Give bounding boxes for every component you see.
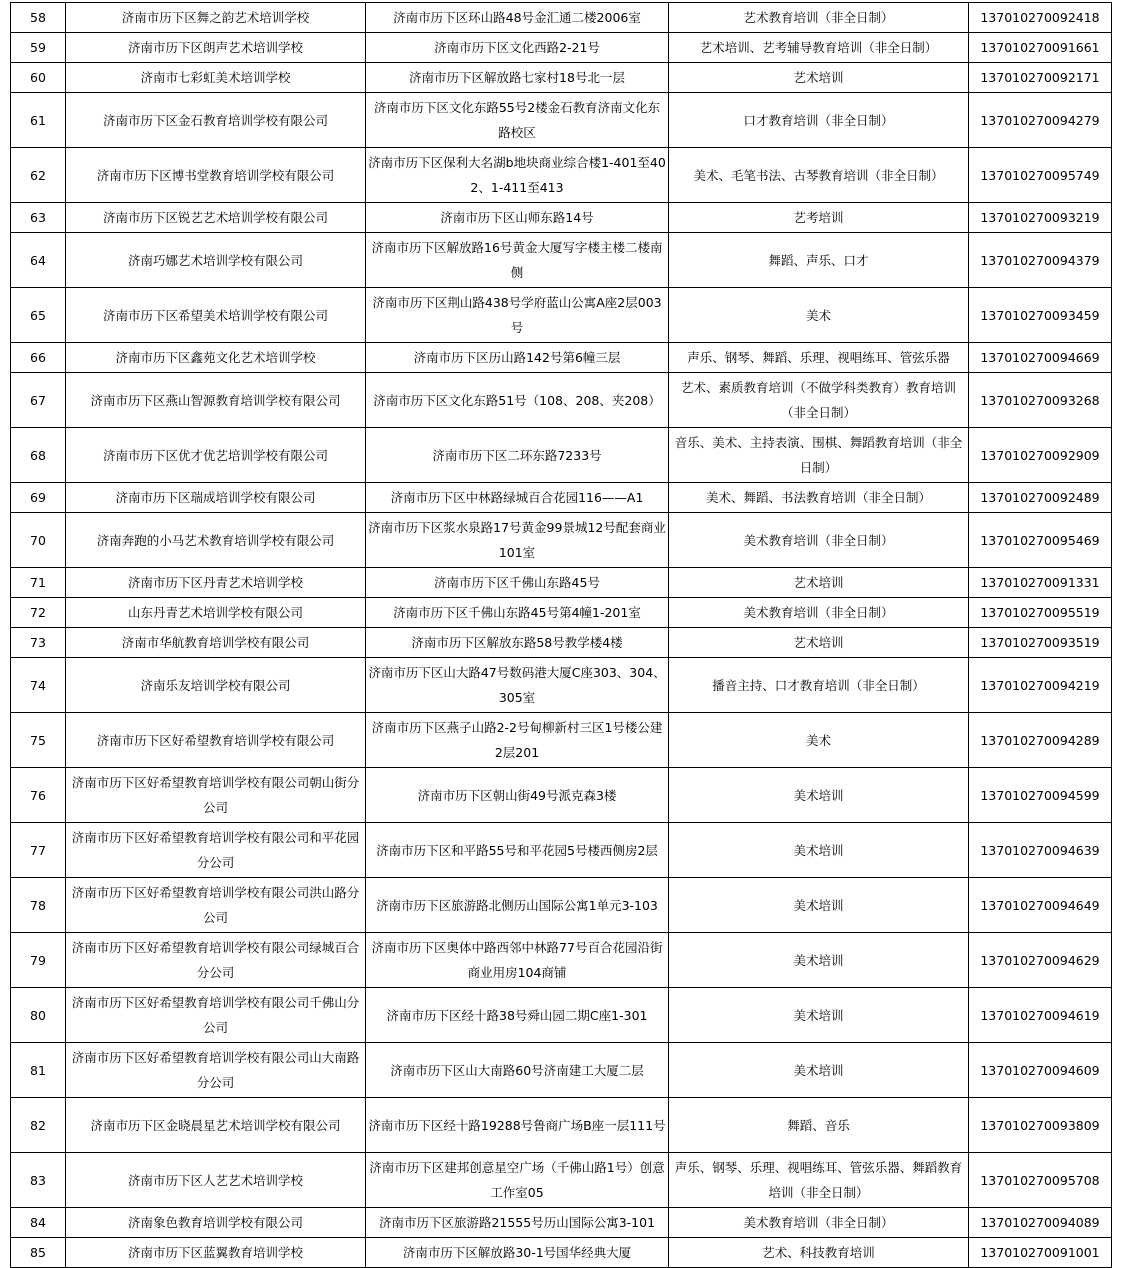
- school-name-cell: 济南市历下区蓝翼教育培训学校: [66, 1238, 366, 1268]
- training-scope-cell: 美术培训: [669, 1043, 969, 1098]
- training-scope-cell: 艺术培训、艺考辅导教育培训（非全日制）: [669, 33, 969, 63]
- school-address-cell: 济南市历下区解放路16号黄金大厦写字楼主楼二楼南侧: [366, 233, 669, 288]
- license-code-cell: 137010270093459: [969, 288, 1112, 343]
- training-scope-cell: 艺术教育培训（非全日制）: [669, 3, 969, 33]
- school-address-cell: 济南市历下区和平路55号和平花园5号楼西侧房2层: [366, 823, 669, 878]
- license-code-cell: 137010270091001: [969, 1238, 1112, 1268]
- school-name-cell: 济南市历下区好希望教育培训学校有限公司山大南路分公司: [66, 1043, 366, 1098]
- table-row: [11, 823, 1112, 878]
- table-row: [11, 233, 1112, 288]
- school-address-cell: 济南市历下区解放路30-1号国华经典大厦: [366, 1238, 669, 1268]
- training-scope-cell: 艺考培训: [669, 203, 969, 233]
- training-scope-cell: 美术培训: [669, 823, 969, 878]
- row-number-cell: 73: [11, 628, 66, 658]
- table-row: [11, 428, 1112, 483]
- license-code-cell: 137010270092171: [969, 63, 1112, 93]
- school-address-cell: 济南市历下区二环东路7233号: [366, 428, 669, 483]
- training-scope-cell: 舞蹈、声乐、口才: [669, 233, 969, 288]
- table-row: [11, 628, 1112, 658]
- school-name-cell: 济南市历下区好希望教育培训学校有限公司朝山街分公司: [66, 768, 366, 823]
- school-address-cell: 济南市历下区千佛山东路45号第4幢1-201室: [366, 598, 669, 628]
- school-address-cell: 济南市历下区解放路七家村18号北一层: [366, 63, 669, 93]
- row-number-cell: 82: [11, 1098, 66, 1153]
- school-address-cell: 济南市历下区千佛山东路45号: [366, 568, 669, 598]
- school-name-cell: 济南市历下区希望美术培训学校有限公司: [66, 288, 366, 343]
- school-name-cell: 济南市历下区金石教育培训学校有限公司: [66, 93, 366, 148]
- school-name-cell: 济南市历下区燕山智源教育培训学校有限公司: [66, 373, 366, 428]
- row-number-cell: 62: [11, 148, 66, 203]
- training-scope-cell: 美术: [669, 713, 969, 768]
- row-number-cell: 77: [11, 823, 66, 878]
- table-row: [11, 768, 1112, 823]
- license-code-cell: 137010270094089: [969, 1208, 1112, 1238]
- table-row: [11, 513, 1112, 568]
- training-scope-cell: 美术教育培训（非全日制）: [669, 1208, 969, 1238]
- row-number-cell: 69: [11, 483, 66, 513]
- training-scope-cell: 美术培训: [669, 933, 969, 988]
- school-name-cell: 济南市历下区丹青艺术培训学校: [66, 568, 366, 598]
- training-scope-cell: 声乐、钢琴、舞蹈、乐理、视唱练耳、管弦乐器: [669, 343, 969, 373]
- row-number-cell: 58: [11, 3, 66, 33]
- table-row: [11, 3, 1112, 33]
- license-code-cell: 137010270091331: [969, 568, 1112, 598]
- table-row: [11, 373, 1112, 428]
- row-number-cell: 72: [11, 598, 66, 628]
- school-name-cell: 济南市历下区好希望教育培训学校有限公司绿城百合分公司: [66, 933, 366, 988]
- license-code-cell: 137010270093519: [969, 628, 1112, 658]
- school-address-cell: 济南市历下区燕子山路2-2号甸柳新村三区1号楼公建2层201: [366, 713, 669, 768]
- school-address-cell: 济南市历下区奥体中路西邻中林路77号百合花园沿街商业用房104商铺: [366, 933, 669, 988]
- table-row: [11, 878, 1112, 933]
- school-name-cell: 济南巧娜艺术培训学校有限公司: [66, 233, 366, 288]
- license-code-cell: 137010270094279: [969, 93, 1112, 148]
- license-code-cell: 137010270094649: [969, 878, 1112, 933]
- row-number-cell: 70: [11, 513, 66, 568]
- training-scope-cell: 美术、舞蹈、书法教育培训（非全日制）: [669, 483, 969, 513]
- school-address-cell: 济南市历下区浆水泉路17号黄金99景城12号配套商业101室: [366, 513, 669, 568]
- school-address-cell: 济南市历下区保利大名湖b地块商业综合楼1-401至402、1-411至413: [366, 148, 669, 203]
- school-name-cell: 济南市历下区好希望教育培训学校有限公司: [66, 713, 366, 768]
- table-row: [11, 988, 1112, 1043]
- school-name-cell: 济南市历下区博书堂教育培训学校有限公司: [66, 148, 366, 203]
- table-row: [11, 93, 1112, 148]
- license-code-cell: 137010270094379: [969, 233, 1112, 288]
- row-number-cell: 76: [11, 768, 66, 823]
- training-scope-cell: 艺术培训: [669, 63, 969, 93]
- table-body: [11, 3, 1112, 1268]
- row-number-cell: 59: [11, 33, 66, 63]
- training-scope-cell: 艺术培训: [669, 568, 969, 598]
- school-name-cell: 济南市历下区好希望教育培训学校有限公司千佛山分公司: [66, 988, 366, 1043]
- table-row: [11, 33, 1112, 63]
- row-number-cell: 67: [11, 373, 66, 428]
- training-scope-cell: 美术培训: [669, 768, 969, 823]
- table-row: [11, 203, 1112, 233]
- license-code-cell: 137010270091661: [969, 33, 1112, 63]
- row-number-cell: 74: [11, 658, 66, 713]
- school-address-cell: 济南市历下区解放东路58号教学楼4楼: [366, 628, 669, 658]
- table-row: [11, 1098, 1112, 1153]
- school-address-cell: 济南市历下区朝山街49号派克森3楼: [366, 768, 669, 823]
- school-address-cell: 济南市历下区文化东路55号2楼金石教育济南文化东路校区: [366, 93, 669, 148]
- license-code-cell: 137010270095749: [969, 148, 1112, 203]
- license-code-cell: 137010270092418: [969, 3, 1112, 33]
- license-code-cell: 137010270093809: [969, 1098, 1112, 1153]
- row-number-cell: 63: [11, 203, 66, 233]
- training-scope-cell: 艺术培训: [669, 628, 969, 658]
- license-code-cell: 137010270094219: [969, 658, 1112, 713]
- school-name-cell: 济南市历下区瑞成培训学校有限公司: [66, 483, 366, 513]
- table-row: [11, 63, 1112, 93]
- row-number-cell: 65: [11, 288, 66, 343]
- school-name-cell: 济南市华航教育培训学校有限公司: [66, 628, 366, 658]
- table-row: [11, 1208, 1112, 1238]
- training-scope-cell: 美术培训: [669, 878, 969, 933]
- license-code-cell: 137010270092909: [969, 428, 1112, 483]
- school-address-cell: 济南市历下区经十路19288号鲁商广场B座一层111号: [366, 1098, 669, 1153]
- school-address-cell: 济南市历下区环山路48号金汇通二楼2006室: [366, 3, 669, 33]
- training-scope-cell: 美术: [669, 288, 969, 343]
- row-number-cell: 81: [11, 1043, 66, 1098]
- row-number-cell: 85: [11, 1238, 66, 1268]
- training-scope-cell: 舞蹈、音乐: [669, 1098, 969, 1153]
- school-list-table: [10, 2, 1112, 1268]
- training-scope-cell: 艺术、素质教育培训（不做学科类教育）教育培训（非全日制）: [669, 373, 969, 428]
- row-number-cell: 68: [11, 428, 66, 483]
- school-name-cell: 济南市历下区锐艺艺术培训学校有限公司: [66, 203, 366, 233]
- license-code-cell: 137010270094669: [969, 343, 1112, 373]
- training-scope-cell: 音乐、美术、主持表演、围棋、舞蹈教育培训（非全日制）: [669, 428, 969, 483]
- training-scope-cell: 美术、毛笔书法、古琴教育培训（非全日制）: [669, 148, 969, 203]
- school-address-cell: 济南市历下区山师东路14号: [366, 203, 669, 233]
- school-address-cell: 济南市历下区山大南路60号济南建工大厦二层: [366, 1043, 669, 1098]
- school-address-cell: 济南市历下区建邦创意星空广场（千佛山路1号）创意工作室05: [366, 1153, 669, 1208]
- training-scope-cell: 播音主持、口才教育培训（非全日制）: [669, 658, 969, 713]
- school-address-cell: 济南市历下区旅游路21555号历山国际公寓3-101: [366, 1208, 669, 1238]
- license-code-cell: 137010270094639: [969, 823, 1112, 878]
- training-scope-cell: 美术培训: [669, 988, 969, 1043]
- table-row: [11, 343, 1112, 373]
- row-number-cell: 79: [11, 933, 66, 988]
- row-number-cell: 66: [11, 343, 66, 373]
- training-scope-cell: 口才教育培训（非全日制）: [669, 93, 969, 148]
- school-name-cell: 济南市历下区好希望教育培训学校有限公司和平花园分公司: [66, 823, 366, 878]
- school-address-cell: 济南市历下区历山路142号第6幢三层: [366, 343, 669, 373]
- license-code-cell: 137010270092489: [969, 483, 1112, 513]
- license-code-cell: 137010270095519: [969, 598, 1112, 628]
- school-name-cell: 济南市历下区鑫苑文化艺术培训学校: [66, 343, 366, 373]
- school-name-cell: 济南市历下区优才优艺培训学校有限公司: [66, 428, 366, 483]
- table-row: [11, 288, 1112, 343]
- table-row: [11, 658, 1112, 713]
- license-code-cell: 137010270094619: [969, 988, 1112, 1043]
- training-scope-cell: 美术教育培训（非全日制）: [669, 598, 969, 628]
- school-name-cell: 济南市历下区舞之韵艺术培训学校: [66, 3, 366, 33]
- license-code-cell: 137010270094599: [969, 768, 1112, 823]
- row-number-cell: 64: [11, 233, 66, 288]
- school-address-cell: 济南市历下区经十路38号舜山园二期C座1-301: [366, 988, 669, 1043]
- school-address-cell: 济南市历下区旅游路北侧历山国际公寓1单元3-103: [366, 878, 669, 933]
- training-scope-cell: 声乐、钢琴、乐理、视唱练耳、管弦乐器、舞蹈教育培训（非全日制）: [669, 1153, 969, 1208]
- row-number-cell: 84: [11, 1208, 66, 1238]
- row-number-cell: 83: [11, 1153, 66, 1208]
- license-code-cell: 137010270093268: [969, 373, 1112, 428]
- row-number-cell: 78: [11, 878, 66, 933]
- row-number-cell: 80: [11, 988, 66, 1043]
- license-code-cell: 137010270094609: [969, 1043, 1112, 1098]
- school-name-cell: 济南市七彩虹美术培训学校: [66, 63, 366, 93]
- school-address-cell: 济南市历下区荆山路438号学府蓝山公寓A座2层003号: [366, 288, 669, 343]
- school-name-cell: 济南乐友培训学校有限公司: [66, 658, 366, 713]
- school-name-cell: 济南市历下区人艺艺术培训学校: [66, 1153, 366, 1208]
- license-code-cell: 137010270093219: [969, 203, 1112, 233]
- table-row: [11, 1153, 1112, 1208]
- school-name-cell: 济南市历下区朗声艺术培训学校: [66, 33, 366, 63]
- table-row: [11, 148, 1112, 203]
- school-address-cell: 济南市历下区山大路47号数码港大厦C座303、304、305室: [366, 658, 669, 713]
- school-name-cell: 山东丹青艺术培训学校有限公司: [66, 598, 366, 628]
- table-row: [11, 483, 1112, 513]
- table-row: [11, 1238, 1112, 1268]
- training-scope-cell: 艺术、科技教育培训: [669, 1238, 969, 1268]
- school-name-cell: 济南奔跑的小马艺术教育培训学校有限公司: [66, 513, 366, 568]
- table-row: [11, 598, 1112, 628]
- school-name-cell: 济南象色教育培训学校有限公司: [66, 1208, 366, 1238]
- license-code-cell: 137010270095469: [969, 513, 1112, 568]
- table-row: [11, 713, 1112, 768]
- school-name-cell: 济南市历下区好希望教育培训学校有限公司洪山路分公司: [66, 878, 366, 933]
- school-name-cell: 济南市历下区金晓晨星艺术培训学校有限公司: [66, 1098, 366, 1153]
- table-row: [11, 933, 1112, 988]
- table-row: [11, 568, 1112, 598]
- document-page: [10, 2, 1112, 1268]
- row-number-cell: 60: [11, 63, 66, 93]
- license-code-cell: 137010270094629: [969, 933, 1112, 988]
- school-address-cell: 济南市历下区中林路绿城百合花园116——A1: [366, 483, 669, 513]
- row-number-cell: 61: [11, 93, 66, 148]
- training-scope-cell: 美术教育培训（非全日制）: [669, 513, 969, 568]
- license-code-cell: 137010270094289: [969, 713, 1112, 768]
- row-number-cell: 71: [11, 568, 66, 598]
- school-address-cell: 济南市历下区文化东路51号（108、208、夹208）: [366, 373, 669, 428]
- license-code-cell: 137010270095708: [969, 1153, 1112, 1208]
- school-address-cell: 济南市历下区文化西路2-21号: [366, 33, 669, 63]
- table-row: [11, 1043, 1112, 1098]
- row-number-cell: 75: [11, 713, 66, 768]
